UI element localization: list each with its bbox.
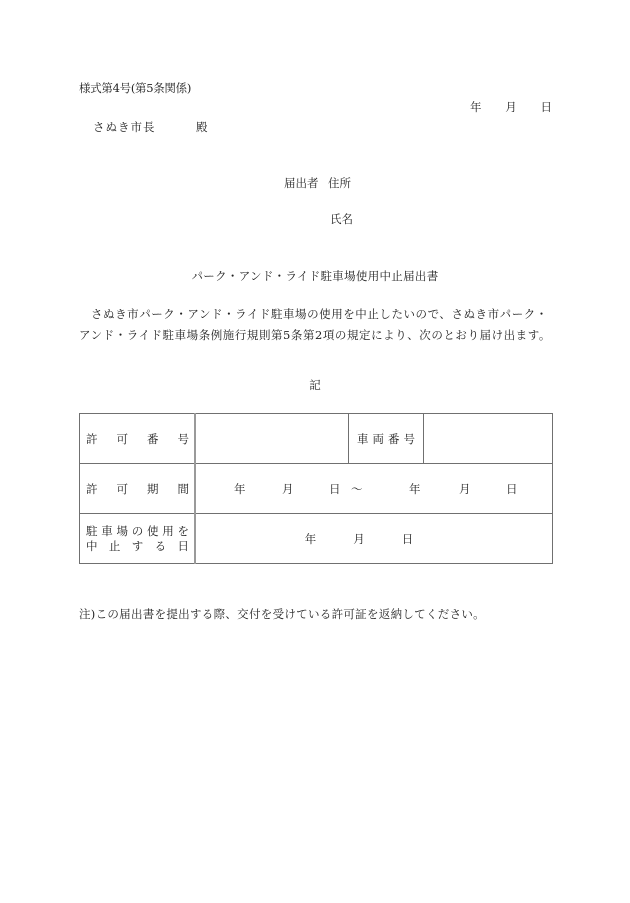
note-text: 注)この届出書を提出する際、交付を受けている許可証を返納してください。 [79, 607, 485, 621]
period-tilde: ～ [351, 481, 363, 496]
form-table [79, 413, 553, 564]
date-header [470, 99, 552, 115]
ki-heading: 記 [309, 378, 321, 392]
stop-date-field[interactable] [195, 514, 553, 564]
form-number: 様式第4号(第5条関係) [79, 81, 192, 95]
period-to-month: 月 [459, 481, 471, 496]
table-row-permit-period [80, 464, 553, 514]
date-month-label: 月 [505, 100, 517, 114]
period-from-month: 月 [282, 481, 294, 496]
permit-number-label: 許 可 番 号 [80, 414, 196, 464]
permit-period-label: 許 可 期 間 [80, 464, 196, 514]
submitter-name-label: 氏名 [330, 212, 353, 226]
vehicle-number-field[interactable] [424, 414, 553, 464]
period-to-year: 年 [409, 481, 421, 496]
body-text: さぬき市パーク・アンド・ライド駐車場の使用を中止したいので、さぬき市パーク・アンド・ライド駐車場条例施行規則第5条第2項の規定により、次のとおり届け出ます。 [79, 307, 551, 342]
submitter-label: 届出者 [284, 176, 319, 190]
vehicle-number-label: 車 両 番 号 [349, 414, 424, 464]
stop-date-label: 駐 車 場 の 使 用 を 中 止 す る 日 [80, 514, 196, 564]
document-title: パーク・アンド・ライド駐車場使用中止届出書 [191, 269, 439, 283]
stop-date-month: 月 [353, 531, 365, 546]
table-row-stop-date [80, 514, 553, 564]
period-from-day: 日 [329, 481, 341, 496]
period-to-day: 日 [506, 481, 518, 496]
date-year-label: 年 [470, 100, 482, 114]
addressee [93, 119, 208, 135]
period-from-year: 年 [234, 481, 246, 496]
submitter-address-row [284, 175, 351, 191]
date-day-label: 日 [540, 100, 552, 114]
stop-date-day: 日 [401, 531, 414, 546]
permit-number-field[interactable] [195, 414, 349, 464]
stop-date-year: 年 [304, 531, 317, 546]
permit-period-field[interactable] [195, 464, 553, 514]
addressee-honorific: 殿 [196, 120, 208, 134]
address-label: 住所 [328, 176, 351, 190]
table-row-permit-number [80, 414, 553, 464]
addressee-mayor: さぬき市長 [93, 120, 156, 134]
